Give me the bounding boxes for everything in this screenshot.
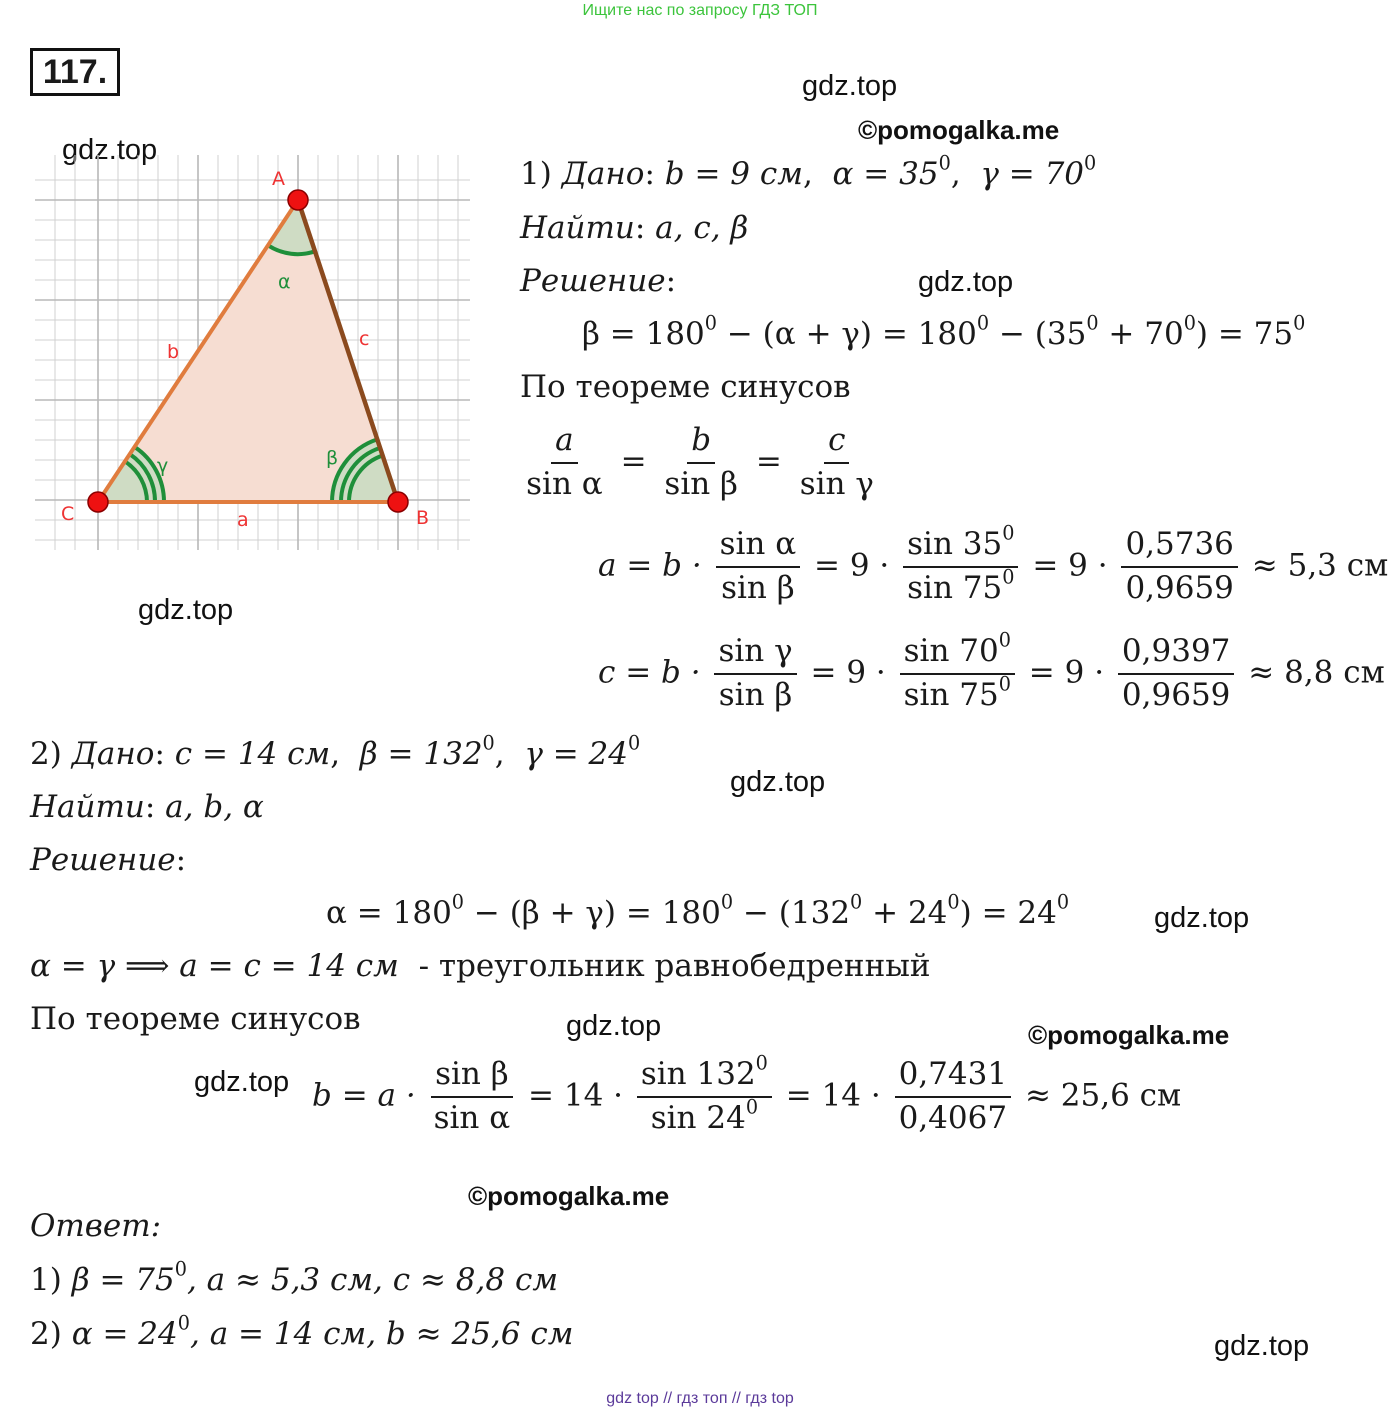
p1-c-calculation: c = b · $\frac{\text{sin γ}}{\text{sin β}}$ = 9 · $\frac{\sin 70^0}{\sin 75^0}$ = 9 · $\frac{0,9397}{0,9659}$ ≈ 8,8 см <box>598 628 1385 713</box>
p2-find-line: Найти: a, b, α <box>30 789 264 825</box>
p1-given-label: Дано <box>561 156 645 192</box>
label-vertex-b: B <box>416 507 430 529</box>
label-side-a: a <box>237 509 249 531</box>
watermark-pomogalka: ©pomogalka.me <box>468 1181 670 1211</box>
p2-isosceles-line: α = γ ⟹ a = c = 14 см - треугольник равнобедренный <box>30 948 931 984</box>
p1-a-calculation: a = b · $\frac{\text{sin α}}{\text{sin β}}$ = 9 · $\frac{\sin 35^0}{\sin 75^0}$ = 9 · $\frac{0,5736}{0,9659}$ ≈ 5,3 см <box>598 521 1389 606</box>
p1-theorem-text: По теореме синусов <box>520 369 851 405</box>
p2-theorem-text: По теореме синусов <box>30 1001 361 1037</box>
label-angle-beta: β <box>326 447 339 469</box>
answer-line-1: 1) $\beta = 75^0$, a ≈ 5,3 см, c ≈ 8,8 см <box>30 1257 559 1298</box>
top-search-note: Ищите нас по запросу ГДЗ ТОП <box>582 2 818 19</box>
p1-num: 1) <box>520 156 552 192</box>
vertex-a-point <box>288 190 308 210</box>
p2-b-calculation: b = a · $\frac{\text{sin β}}{\text{sin α}}$ = 14 · $\frac{\sin 132^0}{\sin 24^0}$ = 14 · $\frac{0,7431}{0,4067}$ ≈ 25,6 см <box>312 1051 1182 1136</box>
watermark-gdz: gdz.top <box>138 594 234 626</box>
watermark-pomogalka: ©pomogalka.me <box>858 115 1060 145</box>
watermark-gdz: gdz.top <box>802 70 898 102</box>
label-angle-gamma: γ <box>157 455 169 477</box>
label-side-c: c <box>359 328 370 350</box>
watermark-gdz: gdz.top <box>918 266 1014 298</box>
answer-line-2: 2) $\alpha = 24^0$, a = 14 см, b ≈ 25,6 см <box>30 1311 574 1352</box>
p2-alpha-equation: $\alpha = 180^0 - (\beta + \gamma) = 180^0 - (132^0 + 24^0) = 24^0$ <box>326 890 1070 931</box>
footer-note: gdz top // гдз топ // гдз top <box>606 1390 794 1407</box>
watermark-gdz: gdz.top <box>1154 902 1250 934</box>
label-side-b: b <box>167 341 180 363</box>
problem-number: 117. <box>30 48 120 96</box>
watermark-pomogalka: ©pomogalka.me <box>1028 1020 1230 1050</box>
p1-beta-equation: $\beta = 180^0 - (\alpha + \gamma) = 180^0 - (35^0 + 70^0) = 75^0$ <box>582 311 1306 352</box>
watermark-gdz: gdz.top <box>194 1066 290 1098</box>
watermark-gdz: gdz.top <box>1214 1330 1310 1362</box>
p2-given-line: 2) Дано: c = 14 см, $\beta = 132^0$, $\gamma = 24^0$ <box>30 731 641 772</box>
answer-label: Ответ: <box>30 1208 162 1244</box>
p1-find-line: Найти: a, c, β <box>520 210 749 246</box>
watermark-gdz: gdz.top <box>566 1010 662 1042</box>
p1-given-line: 1) Дано: b = 9 см, $\alpha = 35^0$, $\gamma = 70^0$ <box>520 151 1097 192</box>
watermark-gdz: gdz.top <box>62 134 158 166</box>
watermark-gdz: gdz.top <box>730 766 826 798</box>
p1-solution-label: Решение: <box>520 263 677 299</box>
p1-law-of-sines: $\frac{a}{\text{sin α}}$ = $\frac{b}{\text{sin β}}$ = $\frac{c}{\text{sin γ}}$ <box>526 422 874 502</box>
label-angle-alpha: α <box>278 271 291 293</box>
label-vertex-a: A <box>272 168 285 190</box>
p2-solution-label: Решение: <box>30 842 187 878</box>
label-vertex-c: C <box>61 503 75 525</box>
